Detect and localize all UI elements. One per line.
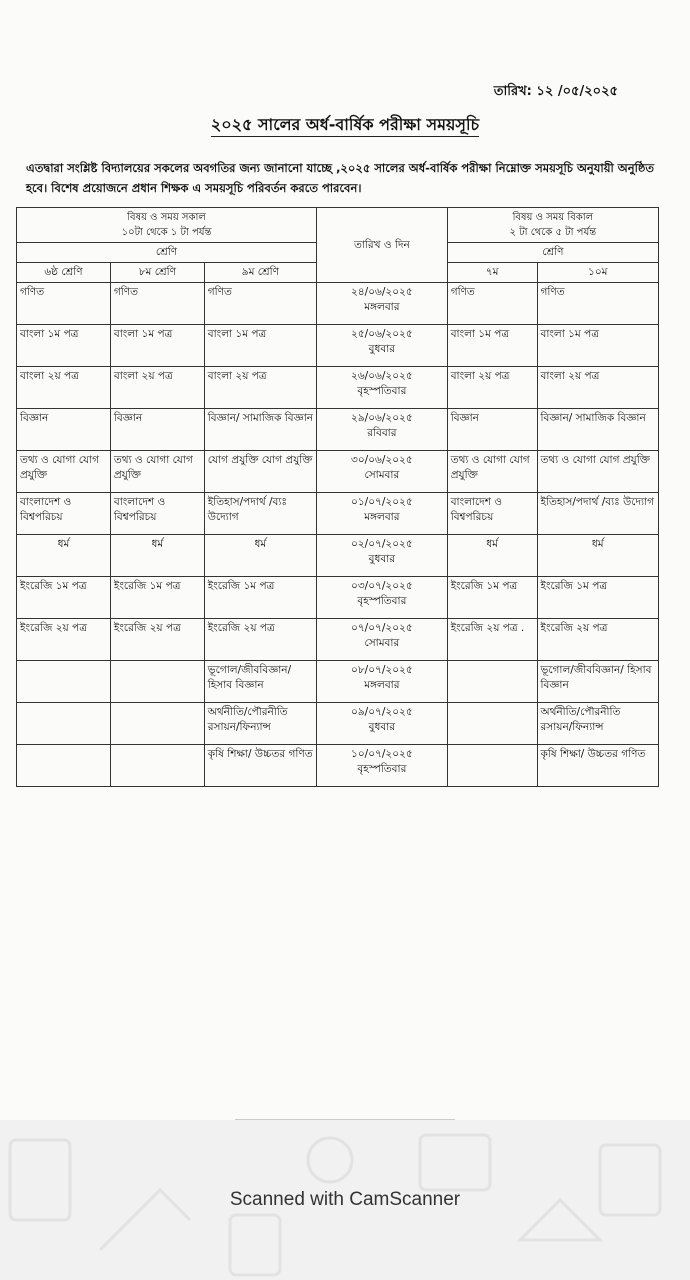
exam-day: মঙ্গলবার [364,679,400,691]
class-9-cell: ইংরেজি ১ম পত্র [204,577,316,619]
exam-day: বৃহস্পতিবার [357,763,407,775]
date-cell [317,703,448,745]
exam-date: ০১/০৭/২০২৫ [351,496,413,508]
class-6-cell: ইংরেজি ২য় পত্র [17,619,111,661]
class-7-cell: ইংরেজি ১ম পত্র [447,577,537,619]
class-8-cell: বাংলা ২য় পত্র [110,367,204,409]
date-cell [317,325,448,367]
exam-date: ০৩/০৭/২০২৫ [351,580,413,592]
table-row [17,367,659,409]
class-9-cell: ইতিহাস/পদার্থ /ব্যঃ উদ্যোগ [204,493,316,535]
class-9-cell: ইংরেজি ২য় পত্র [204,619,316,661]
class-9-cell: অর্থনীতি/পৌরনীতি রসায়ন/ফিন্যান্স [204,703,316,745]
exam-day: বুধবার [368,721,396,733]
exam-day: বুধবার [368,343,396,355]
class-8-cell: বিজ্ঞান [110,409,204,451]
class-10-cell: ভূগোল/জীববিজ্ঞান/ হিসাব বিজ্ঞান [537,661,659,703]
date-cell [317,535,448,577]
exam-day: সোমবার [364,637,400,649]
class-7-cell [447,745,537,787]
exam-date: ১০/০৭/২০২৫ [351,748,413,760]
class-9-cell: গণিত [204,283,316,325]
exam-day: বৃহস্পতিবার [357,595,407,607]
class-6-cell: গণিত [17,283,111,325]
class-7-header: ৭ম [447,263,537,283]
table-row [17,577,659,619]
date-cell [317,577,448,619]
class-6-cell: ধর্ম [17,535,111,577]
class-8-header: ৮ম শ্রেণি [110,263,204,283]
class-9-cell: ভূগোল/জীববিজ্ঞান/ হিসাব বিজ্ঞান [204,661,316,703]
page-title [0,112,690,139]
afternoon-header: বিষয় ও সময় বিকাল ২ টা থেকে ৫ টা পর্যন্ত [447,208,658,243]
date-cell [317,451,448,493]
class-label-right: শ্রেণি [447,243,658,263]
exam-schedule-table [16,207,659,787]
table-row [17,745,659,787]
exam-date: ২৫/০৬/২০২৫ [351,328,413,340]
class-6-header: ৬ষ্ঠ শ্রেণি [17,263,111,283]
class-10-cell: ইংরেজি ২য় পত্র [537,619,659,661]
class-8-cell: তথ্য ও যোগা যোগ প্রযুক্তি [110,451,204,493]
table-row [17,409,659,451]
class-7-cell: ইংরেজি ২য় পত্র . [447,619,537,661]
title-text: ২০২৫ সালের অর্ধ-বার্ষিক পরীক্ষা সময়সূচি [211,115,479,137]
exam-date: ০৭/০৭/২০২৫ [351,622,413,634]
date-cell [317,409,448,451]
table-row [17,493,659,535]
intro-paragraph: এতদ্বারা সংশ্লিষ্ট বিদ্যালয়ের সকলের অবগতির জন্য জানানো যাচ্ছে ,২০২৫ সালের অর্ধ-বার্ষিক পরীক্ষা নিম্নোক্ত সময়সূচি অনুযায়ী অনুষ্ঠিত হবে। বিশেষ প্রয়োজনে প্রধান শিক্ষক এ সময়সূচি পরিবর্তন করতে পারবেন। [26,161,655,195]
header-row-1 [17,208,659,243]
class-7-cell: ধর্ম [447,535,537,577]
notice-date: তারিখ: ১২ /০৫/২০২৫ [493,84,618,99]
exam-day: বৃহস্পতিবার [357,385,407,397]
class-6-cell [17,703,111,745]
class-9-cell: ধর্ম [204,535,316,577]
class-8-cell [110,703,204,745]
exam-date: ০২/০৭/২০২৫ [351,538,413,550]
class-7-cell [447,661,537,703]
class-6-cell: ইংরেজি ১ম পত্র [17,577,111,619]
class-10-cell: বাংলা ১ম পত্র [537,325,659,367]
class-10-cell: তথ্য ও যোগা যোগ প্রযুক্তি [537,451,659,493]
exam-day: সোমবার [364,469,400,481]
table-row [17,325,659,367]
exam-day: মঙ্গলবার [364,511,400,523]
class-10-cell: বাংলা ২য় পত্র [537,367,659,409]
class-9-cell: যোগ প্রযুক্তি যোগ প্রযুক্তি [204,451,316,493]
morning-header: বিষয় ও সময় সকাল ১০টা থেকে ১ টা পর্যন্ত [17,208,317,243]
class-8-cell: গণিত [110,283,204,325]
class-8-cell: ইংরেজি ১ম পত্র [110,577,204,619]
class-10-cell: গণিত [537,283,659,325]
class-10-header: ১০ম [537,263,659,283]
class-6-cell: বাংলাদেশ ও বিশ্বপরিচয় [17,493,111,535]
date-cell [317,493,448,535]
exam-date: ০৮/০৭/২০২৫ [351,664,413,676]
table-row [17,661,659,703]
class-9-cell: বিজ্ঞান/ সামাজিক বিজ্ঞান [204,409,316,451]
exam-date: ৩০/০৬/২০২৫ [351,454,413,466]
class-7-cell [447,703,537,745]
class-9-cell: বাংলা ১ম পত্র [204,325,316,367]
class-10-cell: বিজ্ঞান/ সামাজিক বিজ্ঞান [537,409,659,451]
date-cell [317,619,448,661]
table-row [17,619,659,661]
class-6-cell: তথ্য ও যোগা যোগ প্রযুক্তি [17,451,111,493]
class-7-cell: বাংলাদেশ ও বিশ্বপরিচয় [447,493,537,535]
table-row [17,451,659,493]
class-8-cell [110,745,204,787]
date-cell [317,661,448,703]
class-6-cell: বাংলা ২য় পত্র [17,367,111,409]
class-10-cell: ইংরেজি ১ম পত্র [537,577,659,619]
date-header: তারিখ ও দিন [317,208,448,283]
class-8-cell: ইংরেজি ২য় পত্র [110,619,204,661]
table-row [17,535,659,577]
class-7-cell: বিজ্ঞান [447,409,537,451]
class-10-cell: কৃষি শিক্ষা/ উচ্চতর গণিত [537,745,659,787]
exam-date: ০৯/০৭/২০২৫ [351,706,413,718]
date-cell [317,367,448,409]
class-7-cell: বাংলা ১ম পত্র [447,325,537,367]
class-9-header: ৯ম শ্রেণি [204,263,316,283]
date-cell [317,745,448,787]
class-10-cell: অর্থনীতি/পৌরনীতি রসায়ন/ফিন্যান্স [537,703,659,745]
class-10-cell: ধর্ম [537,535,659,577]
exam-day: মঙ্গলবার [364,301,400,313]
exam-day: রবিবার [367,427,397,439]
table-row [17,703,659,745]
class-6-cell: বিজ্ঞান [17,409,111,451]
class-9-cell: বাংলা ২য় পত্র [204,367,316,409]
class-7-cell: বাংলা ২য় পত্র [447,367,537,409]
class-9-cell: কৃষি শিক্ষা/ উচ্চতর গণিত [204,745,316,787]
class-label-left: শ্রেণি [17,243,317,263]
scanner-watermark-text: Scanned with CamScanner [229,1189,461,1210]
exam-day: বুধবার [368,553,396,565]
date-cell [317,283,448,325]
exam-date: ২৪/০৬/২০২৫ [351,286,413,298]
class-8-cell: ধর্ম [110,535,204,577]
class-6-cell: বাংলা ১ম পত্র [17,325,111,367]
class-8-cell: বাংলাদেশ ও বিশ্বপরিচয় [110,493,204,535]
exam-date: ২৯/০৬/২০২৫ [351,412,413,424]
class-7-cell: তথ্য ও যোগা যোগ প্রযুক্তি [447,451,537,493]
class-8-cell [110,661,204,703]
table-row [17,283,659,325]
class-6-cell [17,745,111,787]
class-8-cell: বাংলা ১ম পত্র [110,325,204,367]
class-7-cell: গণিত [447,283,537,325]
exam-date: ২৬/০৬/২০২৫ [351,370,413,382]
class-10-cell: ইতিহাস/পদার্থ /ব্যঃ উদ্যোগ [537,493,659,535]
class-6-cell [17,661,111,703]
